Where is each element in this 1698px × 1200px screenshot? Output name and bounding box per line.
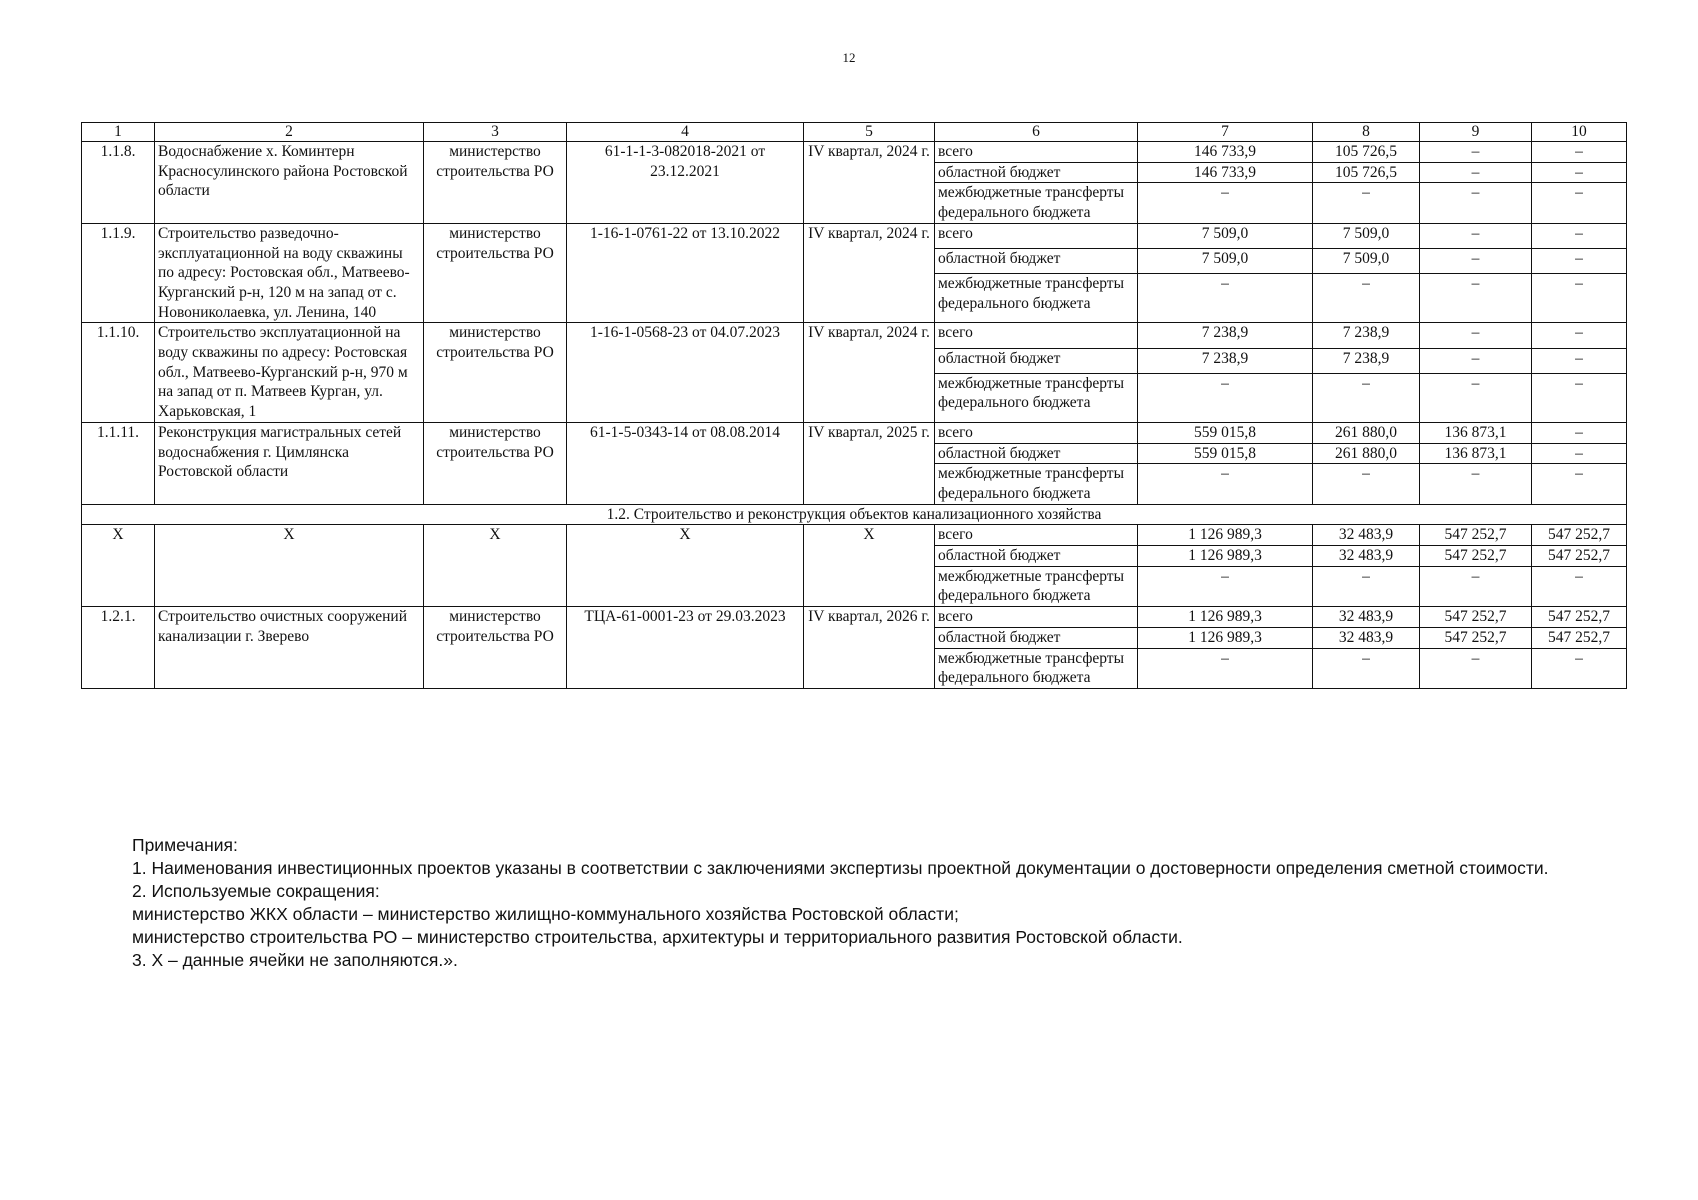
completion-term: IV квартал, 2026 г. — [804, 607, 935, 689]
value-cell: – — [1532, 183, 1627, 223]
value-cell: – — [1420, 183, 1532, 223]
value-cell: – — [1420, 348, 1532, 373]
value-cell: 7 238,9 — [1138, 323, 1313, 348]
funding-source-label: межбюджетные трансферты федерального бюджета — [935, 183, 1138, 223]
completion-term: IV квартал, 2025 г. — [804, 422, 935, 504]
value-cell: 7 509,0 — [1313, 223, 1420, 248]
value-cell: 559 015,8 — [1138, 422, 1313, 443]
table-body — [82, 142, 1627, 689]
value-cell: – — [1420, 223, 1532, 248]
value-cell: – — [1420, 248, 1532, 273]
value-cell: – — [1420, 274, 1532, 323]
value-cell: 7 238,9 — [1138, 348, 1313, 373]
table-row — [82, 223, 1627, 248]
value-cell: 7 238,9 — [1313, 348, 1420, 373]
value-cell: – — [1138, 464, 1313, 504]
project-name: X — [155, 525, 424, 607]
note-line: 2. Используемые сокращения: — [132, 881, 380, 901]
table-row — [82, 422, 1627, 443]
responsible-agency: X — [424, 525, 567, 607]
value-cell: 547 252,7 — [1420, 525, 1532, 546]
value-cell: 146 733,9 — [1138, 162, 1313, 183]
value-cell: – — [1313, 566, 1420, 606]
value-cell: 32 483,9 — [1313, 546, 1420, 567]
funding-source-label: областной бюджет — [935, 546, 1138, 567]
value-cell: 105 726,5 — [1313, 142, 1420, 163]
project-name: Реконструкция магистральных сетей водоснабжения г. Цимлянска Ростовской области — [155, 422, 424, 504]
notes-title: Примечания: — [132, 835, 238, 855]
funding-source-label: всего — [935, 323, 1138, 348]
table-row — [82, 525, 1627, 546]
table-row — [82, 607, 1627, 628]
note-line: 1. Наименования инвестиционных проектов указаны в соответствии с заключениями экспертизы проектной документации о достоверности определения сметной стоимости. — [132, 858, 1549, 878]
notes — [132, 834, 1632, 972]
value-cell: 32 483,9 — [1313, 525, 1420, 546]
value-cell: – — [1532, 248, 1627, 273]
funding-source-label: областной бюджет — [935, 162, 1138, 183]
responsible-agency: министерство строительства РО — [424, 323, 567, 423]
table-row — [82, 142, 1627, 163]
column-header: 2 — [155, 123, 424, 142]
funding-source-label: всего — [935, 223, 1138, 248]
value-cell: 7 509,0 — [1138, 223, 1313, 248]
column-header-row — [82, 123, 1627, 142]
expertise-conclusion: 61-1-1-3-082018-2021 от 23.12.2021 — [567, 142, 804, 224]
responsible-agency: министерство строительства РО — [424, 142, 567, 224]
expertise-conclusion: 1-16-1-0568-23 от 04.07.2023 — [567, 323, 804, 423]
column-header: 10 — [1532, 123, 1627, 142]
funding-source-label: областной бюджет — [935, 348, 1138, 373]
value-cell: 7 238,9 — [1313, 323, 1420, 348]
project-name: Строительство очистных сооружений канализации г. Зверево — [155, 607, 424, 689]
value-cell: – — [1420, 323, 1532, 348]
completion-term: IV квартал, 2024 г. — [804, 323, 935, 423]
value-cell: – — [1138, 648, 1313, 688]
completion-term: IV квартал, 2024 г. — [804, 223, 935, 323]
section-heading-row — [82, 504, 1627, 525]
value-cell: – — [1532, 323, 1627, 348]
value-cell: 7 509,0 — [1313, 248, 1420, 273]
value-cell: – — [1532, 274, 1627, 323]
value-cell: – — [1313, 373, 1420, 422]
value-cell: – — [1420, 464, 1532, 504]
completion-term: X — [804, 525, 935, 607]
value-cell: – — [1420, 566, 1532, 606]
row-number: 1.1.10. — [82, 323, 155, 423]
funding-source-label: областной бюджет — [935, 627, 1138, 648]
value-cell: 547 252,7 — [1532, 546, 1627, 567]
expertise-conclusion: 1-16-1-0761-22 от 13.10.2022 — [567, 223, 804, 323]
row-number: 1.1.8. — [82, 142, 155, 224]
value-cell: – — [1532, 648, 1627, 688]
value-cell: – — [1313, 183, 1420, 223]
value-cell: 547 252,7 — [1420, 607, 1532, 628]
column-header: 5 — [804, 123, 935, 142]
value-cell: – — [1532, 373, 1627, 422]
value-cell: 1 126 989,3 — [1138, 525, 1313, 546]
value-cell: – — [1138, 373, 1313, 422]
column-header: 9 — [1420, 123, 1532, 142]
value-cell: 547 252,7 — [1532, 627, 1627, 648]
funding-source-label: всего — [935, 607, 1138, 628]
value-cell: 146 733,9 — [1138, 142, 1313, 163]
value-cell: 1 126 989,3 — [1138, 607, 1313, 628]
value-cell: – — [1532, 223, 1627, 248]
value-cell: 136 873,1 — [1420, 443, 1532, 464]
value-cell: 32 483,9 — [1313, 627, 1420, 648]
value-cell: 136 873,1 — [1420, 422, 1532, 443]
value-cell: 547 252,7 — [1420, 627, 1532, 648]
expertise-conclusion: 61-1-5-0343-14 от 08.08.2014 — [567, 422, 804, 504]
funding-source-label: межбюджетные трансферты федерального бюджета — [935, 373, 1138, 422]
value-cell: – — [1138, 566, 1313, 606]
value-cell: – — [1420, 142, 1532, 163]
value-cell: – — [1138, 274, 1313, 323]
funding-source-label: всего — [935, 525, 1138, 546]
value-cell: 547 252,7 — [1420, 546, 1532, 567]
project-name: Строительство эксплуатационной на воду скважины по адресу: Ростовская обл., Матвеево-Курганский р-н, 970 м на запад от п. Матвеев Курган, ул. Харьковская, 1 — [155, 323, 424, 423]
funding-source-label: межбюджетные трансферты федерального бюджета — [935, 274, 1138, 323]
value-cell: – — [1532, 422, 1627, 443]
section-heading: 1.2. Строительство и реконструкция объектов канализационного хозяйства — [82, 504, 1627, 525]
value-cell: 559 015,8 — [1138, 443, 1313, 464]
value-cell: 1 126 989,3 — [1138, 546, 1313, 567]
responsible-agency: министерство строительства РО — [424, 223, 567, 323]
column-header: 7 — [1138, 123, 1313, 142]
value-cell: – — [1420, 373, 1532, 422]
expertise-conclusion: X — [567, 525, 804, 607]
value-cell: 547 252,7 — [1532, 525, 1627, 546]
funding-source-label: межбюджетные трансферты федерального бюджета — [935, 648, 1138, 688]
column-header: 8 — [1313, 123, 1420, 142]
funding-source-label: всего — [935, 142, 1138, 163]
value-cell: 105 726,5 — [1313, 162, 1420, 183]
value-cell: 7 509,0 — [1138, 248, 1313, 273]
row-number: 1.1.9. — [82, 223, 155, 323]
value-cell: 32 483,9 — [1313, 607, 1420, 628]
column-header: 6 — [935, 123, 1138, 142]
value-cell: – — [1532, 162, 1627, 183]
value-cell: – — [1313, 464, 1420, 504]
value-cell: – — [1313, 648, 1420, 688]
column-header: 3 — [424, 123, 567, 142]
value-cell: – — [1532, 566, 1627, 606]
value-cell: – — [1138, 183, 1313, 223]
responsible-agency: министерство строительства РО — [424, 607, 567, 689]
note-line: министерство ЖКХ области – министерство жилищно-коммунального хозяйства Ростовской области; — [132, 904, 959, 924]
note-line: министерство строительства РО – министерство строительства, архитектуры и территориального развития Ростовской области. — [132, 927, 1183, 947]
value-cell: – — [1532, 348, 1627, 373]
project-name: Водоснабжение х. Коминтерн Красносулинского района Ростовской области — [155, 142, 424, 224]
value-cell: – — [1420, 162, 1532, 183]
note-line: 3. X – данные ячейки не заполняются.». — [132, 950, 458, 970]
value-cell: 547 252,7 — [1532, 607, 1627, 628]
funding-source-label: всего — [935, 422, 1138, 443]
row-number: 1.1.11. — [82, 422, 155, 504]
project-name: Строительство разведочно-эксплуатационной на воду скважины по адресу: Ростовская обл., Матвеево-Курганский р-н, 120 м на запад от с. Новониколаевка, ул. Ленина, 140 — [155, 223, 424, 323]
value-cell: – — [1532, 443, 1627, 464]
expertise-conclusion: ТЦА-61-0001-23 от 29.03.2023 — [567, 607, 804, 689]
funding-source-label: областной бюджет — [935, 248, 1138, 273]
value-cell: 261 880,0 — [1313, 422, 1420, 443]
row-number: X — [82, 525, 155, 607]
value-cell: – — [1420, 648, 1532, 688]
funding-source-label: межбюджетные трансферты федерального бюджета — [935, 464, 1138, 504]
value-cell: – — [1532, 464, 1627, 504]
table-row — [82, 323, 1627, 348]
value-cell: 261 880,0 — [1313, 443, 1420, 464]
budget-table — [81, 122, 1627, 689]
value-cell: – — [1313, 274, 1420, 323]
value-cell: – — [1532, 142, 1627, 163]
funding-source-label: межбюджетные трансферты федерального бюджета — [935, 566, 1138, 606]
value-cell: 1 126 989,3 — [1138, 627, 1313, 648]
completion-term: IV квартал, 2024 г. — [804, 142, 935, 224]
column-header: 1 — [82, 123, 155, 142]
responsible-agency: министерство строительства РО — [424, 422, 567, 504]
page-number: 12 — [842, 50, 856, 65]
row-number: 1.2.1. — [82, 607, 155, 689]
funding-source-label: областной бюджет — [935, 443, 1138, 464]
column-header: 4 — [567, 123, 804, 142]
